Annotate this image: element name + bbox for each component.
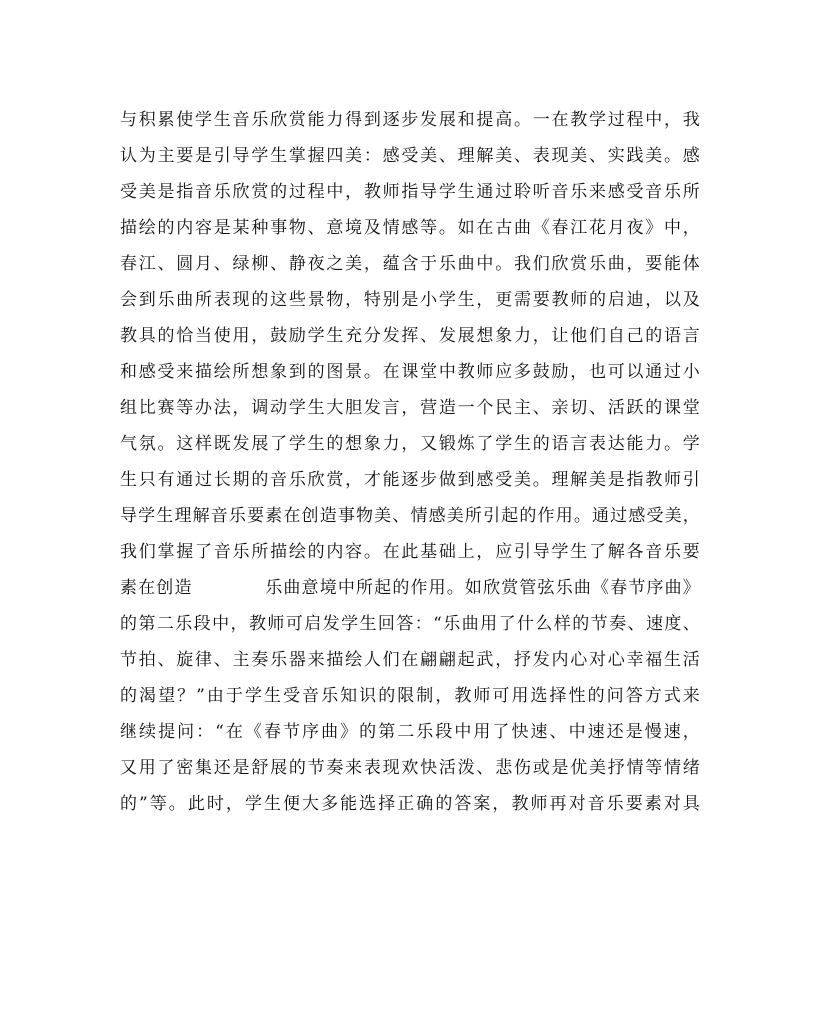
text-line-13: 我们掌握了音乐所描绘的内容。在此基础上，应引导学生了解各音乐要 bbox=[120, 542, 700, 562]
text-line-10: 气氛。这样既发展了学生的想象力，又锻炼了学生的语言表达能力。学 bbox=[120, 434, 700, 454]
text-line-2: 认为主要是引导学生掌握四美：感受美、理解美、表现美、实践美。感 bbox=[120, 146, 700, 166]
body-paragraph bbox=[120, 102, 700, 822]
text-line-17: 的渴望？”由于学生受音乐知识的限制，教师可用选择性的问答方式来 bbox=[120, 686, 700, 706]
text-line-14: 素在创造 乐曲意境中所起的作用。如欣赏管弦乐曲《春节序曲》 bbox=[120, 578, 700, 598]
text-line-9: 组比赛等办法，调动学生大胆发言，营造一个民主、亲切、活跃的课堂 bbox=[120, 398, 700, 418]
text-line-19: 又用了密集还是舒展的节奏来表现欢快活泼、悲伤或是优美抒情等情绪 bbox=[120, 758, 700, 778]
text-line-3: 受美是指音乐欣赏的过程中，教师指导学生通过聆听音乐来感受音乐所 bbox=[120, 182, 700, 202]
text-line-1: 与积累使学生音乐欣赏能力得到逐步发展和提高。一在教学过程中，我 bbox=[120, 110, 700, 130]
text-line-4: 描绘的内容是某种事物、意境及情感等。如在古曲《春江花月夜》中， bbox=[120, 218, 700, 238]
text-line-20: 的”等。此时，学生便大多能选择正确的答案，教师再对音乐要素对具 bbox=[120, 794, 700, 814]
text-line-16: 节拍、旋律、主奏乐器来描绘人们在翩翩起武，抒发内心对心幸福生活 bbox=[120, 650, 700, 670]
text-line-11: 生只有通过长期的音乐欣赏，才能逐步做到感受美。理解美是指教师引 bbox=[120, 470, 700, 490]
text-line-18: 继续提问：“在《春节序曲》的第二乐段中用了快速、中速还是慢速， bbox=[120, 722, 700, 742]
text-line-12: 导学生理解音乐要素在创造事物美、情感美所引起的作用。通过感受美， bbox=[120, 506, 700, 526]
text-line-7: 教具的恰当使用，鼓励学生充分发挥、发展想象力，让他们自己的语言 bbox=[120, 326, 700, 346]
text-line-8: 和感受来描绘所想象到的图景。在课堂中教师应多鼓励，也可以通过小 bbox=[120, 362, 700, 382]
text-line-5: 春江、圆月、绿柳、静夜之美，蕴含于乐曲中。我们欣赏乐曲，要能体 bbox=[120, 254, 700, 274]
text-line-6: 会到乐曲所表现的这些景物，特别是小学生，更需要教师的启迪，以及 bbox=[120, 290, 700, 310]
text-line-15: 的第二乐段中，教师可启发学生回答：“乐曲用了什么样的节奏、速度、 bbox=[120, 614, 700, 634]
